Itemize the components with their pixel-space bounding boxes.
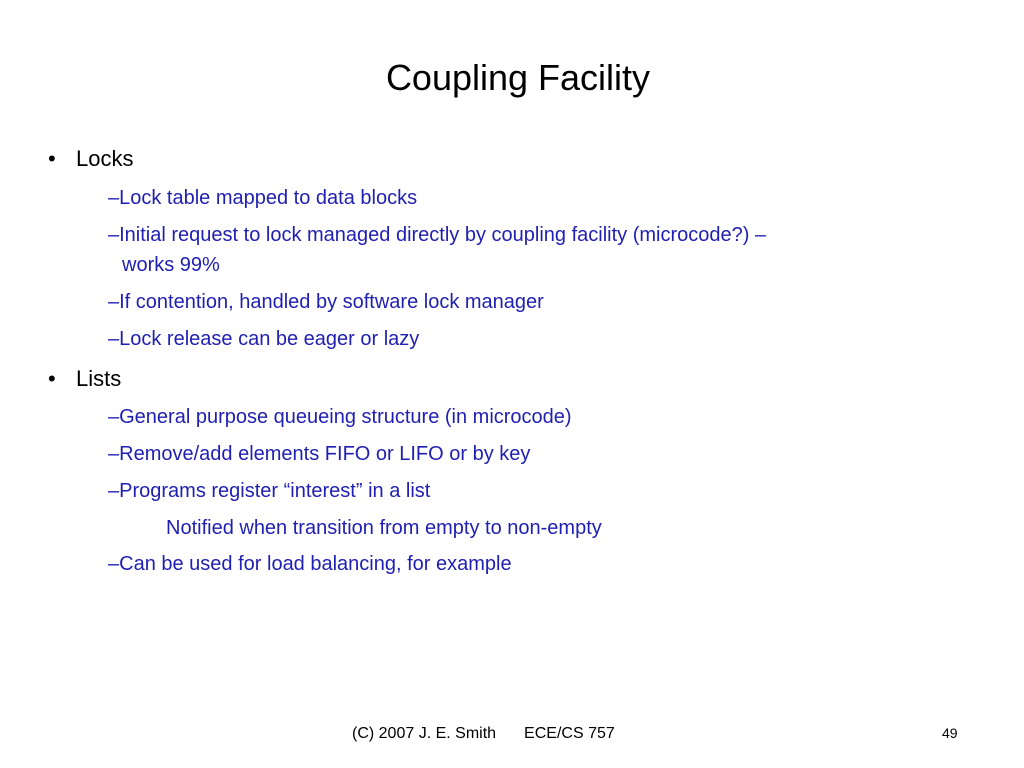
sub-item-text: Remove/add elements FIFO or LIFO or by key — [119, 443, 531, 465]
dash-icon: – — [108, 553, 120, 575]
dash-icon: – — [108, 291, 120, 313]
footer — [352, 722, 615, 746]
dash-icon: – — [108, 443, 120, 465]
page-number: 49 — [942, 725, 958, 741]
bullet-lists — [48, 364, 121, 394]
sub-item-contention — [108, 287, 908, 317]
sub-item-initial-request — [108, 220, 908, 280]
sub-item-continuation: works 99% — [122, 254, 220, 276]
sub-item-remove-add — [108, 439, 908, 469]
sub-item-text: Can be used for load balancing, for example — [119, 553, 512, 575]
sub-item-text: Programs register “interest” in a list — [119, 480, 431, 502]
footer-copyright: (C) 2007 J. E. Smith — [352, 725, 497, 742]
dash-icon: – — [108, 187, 120, 209]
sub-item-lock-release — [108, 324, 908, 354]
sub-item-text: If contention, handled by software lock manager — [119, 291, 544, 313]
sub-item-text: Lock release can be eager or lazy — [119, 328, 420, 350]
slide-title: Coupling Facility — [385, 57, 651, 98]
sub-item-text: Lock table mapped to data blocks — [119, 187, 418, 209]
footer-course: ECE/CS 757 — [524, 725, 615, 742]
sub-item-general-purpose — [108, 402, 908, 432]
sub-item-load-balancing — [108, 549, 908, 579]
bullet-icon: • — [48, 146, 56, 171]
bullet-label-lists: Lists — [76, 366, 122, 391]
bullet-icon: • — [48, 366, 56, 391]
sub-item-text: Initial request to lock managed directly by coupling facility (microcode?) – — [119, 224, 767, 246]
dash-icon: – — [108, 480, 120, 502]
sub-item-text: General purpose queueing structure (in microcode) — [119, 406, 572, 428]
sub-item-lock-table — [108, 183, 908, 213]
bullet-label-locks: Locks — [76, 146, 134, 171]
bullet-locks — [48, 144, 133, 174]
sub-item-programs-register — [108, 476, 908, 506]
sub-sub-item-notified: Notified when transition from empty to non-empty — [166, 517, 602, 539]
dash-icon: – — [108, 406, 120, 428]
dash-icon: – — [108, 224, 120, 246]
dash-icon: – — [108, 328, 120, 350]
